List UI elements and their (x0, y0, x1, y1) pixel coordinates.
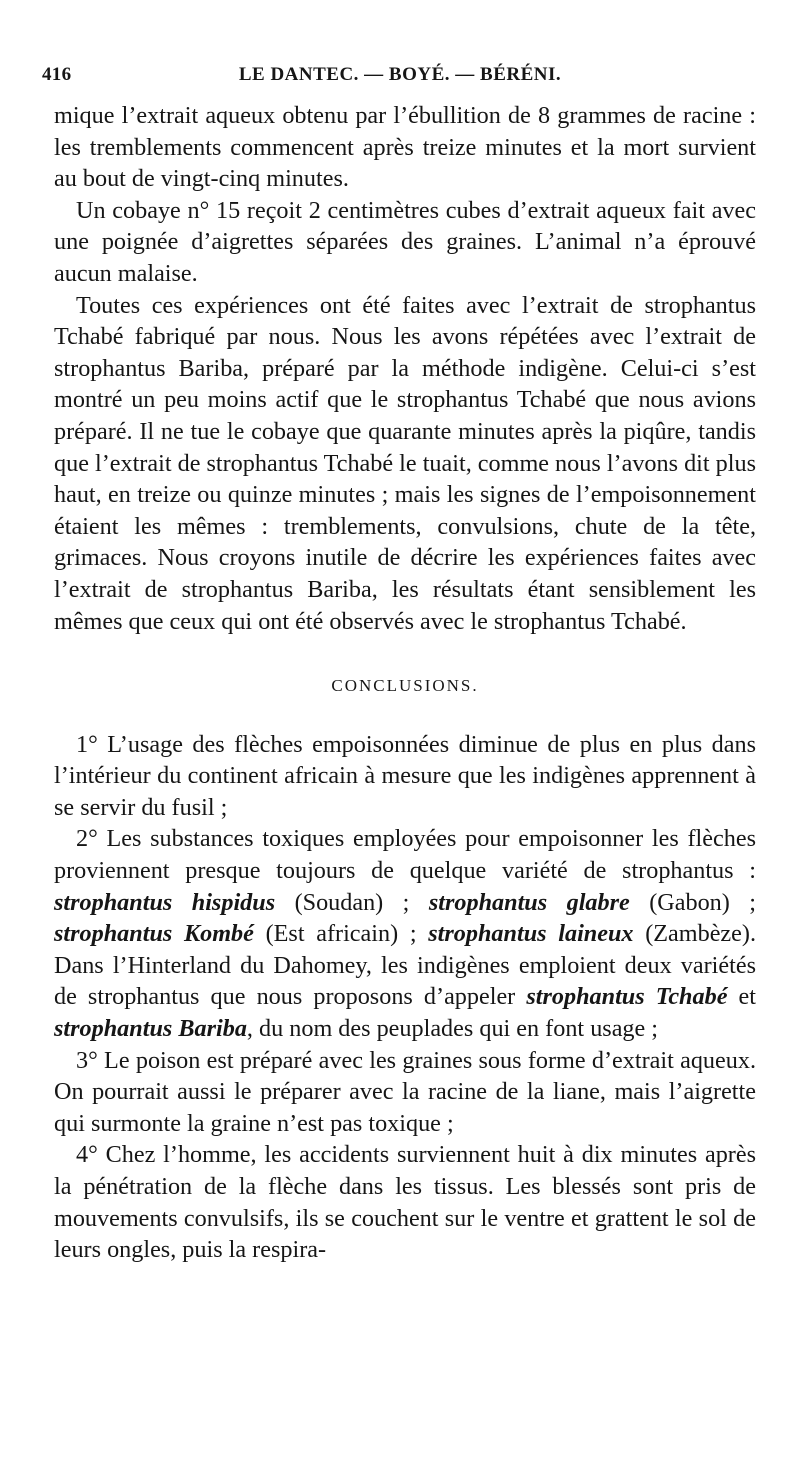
conclusion-4: 4° Chez l’homme, les accidents surviennent huit à dix minutes après la pénétration de la flèche dans les tissus. Les blessés sont pris de mouvements convulsifs, ils se couchent sur le ventre et grattent le sol de leurs ongles, puis la respira- (54, 1141, 756, 1264)
conclusion-2-text-7: , du nom des peuplades qui en font usage ; (246, 1015, 659, 1043)
conclusion-1: 1° L’usage des flèches empoisonnées diminue de plus en plus dans l’intérieur du continent africain à mesure que les indigènes apprennent à se servir du fusil ; (54, 730, 756, 821)
species-tchabe: strophantus Tchabé (526, 983, 728, 1011)
conclusion-2-text-3: (Gabon) ; (629, 888, 756, 916)
paragraph-cobaye: Un cobaye n° 15 reçoit 2 centimètres cubes d’extrait aqueux fait avec une poignée d’aigrettes séparées des graines. L’animal n’a éprouvé aucun malaise. (54, 196, 756, 287)
conclusion-2-text-5: (Zambèze). Dans l’Hinterland du Dahomey, les indigènes emploient deux variétés de strophantus que nous proposons d’appeler (54, 920, 757, 1011)
conclusion-2-text-4: (Est africain) ; (253, 920, 429, 948)
species-glabre: strophantus glabre (428, 888, 630, 916)
page-body (54, 100, 756, 1266)
conclusion-2-text-6: et (727, 983, 756, 1011)
species-bariba: strophantus Bariba (54, 1015, 247, 1043)
running-head: LE DANTEC. — BOYÉ. — BÉRÉNI. (238, 64, 562, 85)
page-header (42, 64, 758, 94)
conclusion-2-text-1: 2° Les substances toxiques employées pour empoisonner les flèches proviennent presque toujours de quelque variété de strophantus : (54, 825, 756, 885)
section-title-conclusions: CONCLUSIONS. (331, 676, 479, 696)
species-hispidus: strophantus hispidus (54, 888, 276, 916)
species-kombe: strophantus Kombé (54, 920, 254, 948)
species-laineux: strophantus laineux (428, 920, 634, 948)
page-number: 416 (42, 64, 72, 85)
paragraph-continuation: mique l’extrait aqueux obtenu par l’ébullition de 8 grammes de racine : les tremblements commencent après treize minutes et la mort survient au bout de vingt-cinq minutes. (54, 102, 756, 193)
conclusion-2-text-2: (Soudan) ; (275, 888, 429, 916)
paragraph-experiences: Toutes ces expériences ont été faites avec l’extrait de strophantus Tchabé fabriqué par nous. Nous les avons répétées avec l’extrait de strophantus Bariba, préparé par la méthode indigène. Celui-ci s’est montré un peu moins actif que le strophantus Tchabé que nous avions préparé. Il ne tue le cobaye que quarante minutes après la piqûre, tandis que l’extrait de strophantus Tchabé le tuait, comme nous l’avons dit plus haut, en treize ou quinze minutes ; mais les signes de l’empoisonnement étaient les mêmes : tremblements, convulsions, chute de la tête, grimaces. Nous croyons inutile de décrire les expériences faites avec l’extrait de strophantus Bariba, les résultats étant sensiblement les mêmes que ceux qui ont été observés avec le strophantus Tchabé. (54, 291, 756, 635)
conclusion-3: 3° Le poison est préparé avec les graines sous forme d’extrait aqueux. On pourrait aussi le préparer avec la racine de la liane, mais l’aigrette qui surmonte la graine n’est pas toxique ; (54, 1046, 756, 1137)
conclusion-2 (54, 823, 756, 1044)
